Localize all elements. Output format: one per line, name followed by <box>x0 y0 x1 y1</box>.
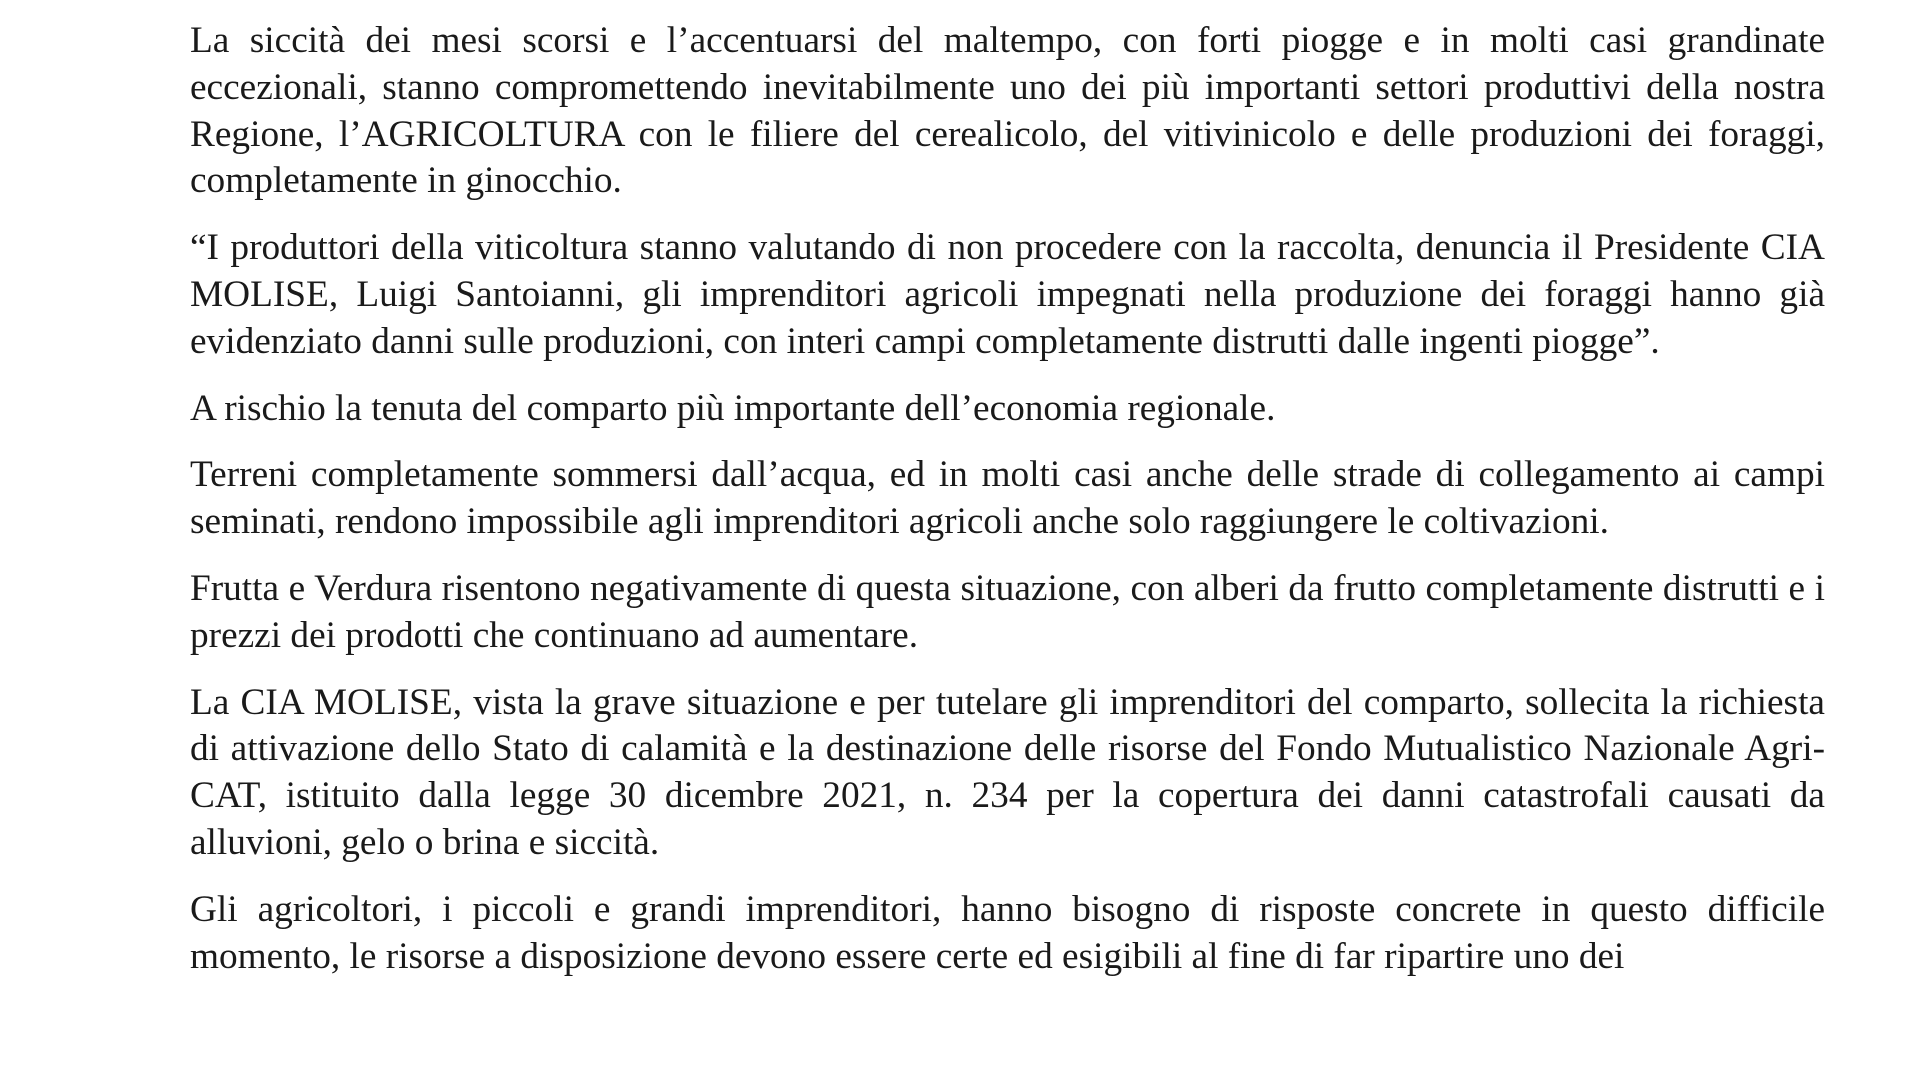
paragraph-cia-request: La CIA MOLISE, vista la grave situazione e per tutelare gli imprenditori del comparto, sollecita la richiesta di attivazione dello Stato di calamità e la destinazione delle risorse del Fondo Mutualistico Nazionale Agri-CAT, istituito dalla legge 30 dicembre 2021, n. 234 per la copertura dei danni catastrofali causati da alluvioni, gelo o brina e siccità. <box>190 681 1825 863</box>
paragraph-president-quote: “I produttori della viticoltura stanno valutando di non procedere con la raccolta, denuncia il Presidente CIA MOLISE, Luigi Santoianni, gli imprenditori agricoli impegnati nella produzione dei foraggi hanno già evidenziato danni sulle produzioni, con interi campi completamente distrutti dalle ingenti piogge”. <box>190 227 1825 362</box>
paragraph-farmers-need: Gli agricoltori, i piccoli e grandi imprenditori, hanno bisogno di risposte concrete in questo difficile momento, le risorse a disposizione devono essere certe ed esigibili al fine di far ripartire uno dei <box>190 888 1825 977</box>
paragraph-fruit-vegetables: Frutta e Verdura risentono negativamente di questa situazione, con alberi da frutto completamente distrutti e i prezzi dei prodotti che continuano ad aumentare. <box>190 567 1825 656</box>
document-body <box>190 18 1825 1000</box>
paragraph-drought-weather: La siccità dei mesi scorsi e l’accentuarsi del maltempo, con forti piogge e in molti casi grandinate eccezionali, stanno compromettendo inevitabilmente uno dei più importanti settori produttivi della nostra Regione, l’AGRICOLTURA con le filiere del cerealicolo, del vitivinicolo e delle produzioni dei foraggi, completamente in ginocchio. <box>190 20 1825 202</box>
paragraph-sector-at-risk: A rischio la tenuta del comparto più importante dell’economia regionale. <box>190 387 1276 429</box>
paragraph-flooded-land: Terreni completamente sommersi dall’acqua, ed in molti casi anche delle strade di collegamento ai campi seminati, rendono impossibile agli imprenditori agricoli anche solo raggiungere le coltivazioni. <box>190 454 1825 543</box>
